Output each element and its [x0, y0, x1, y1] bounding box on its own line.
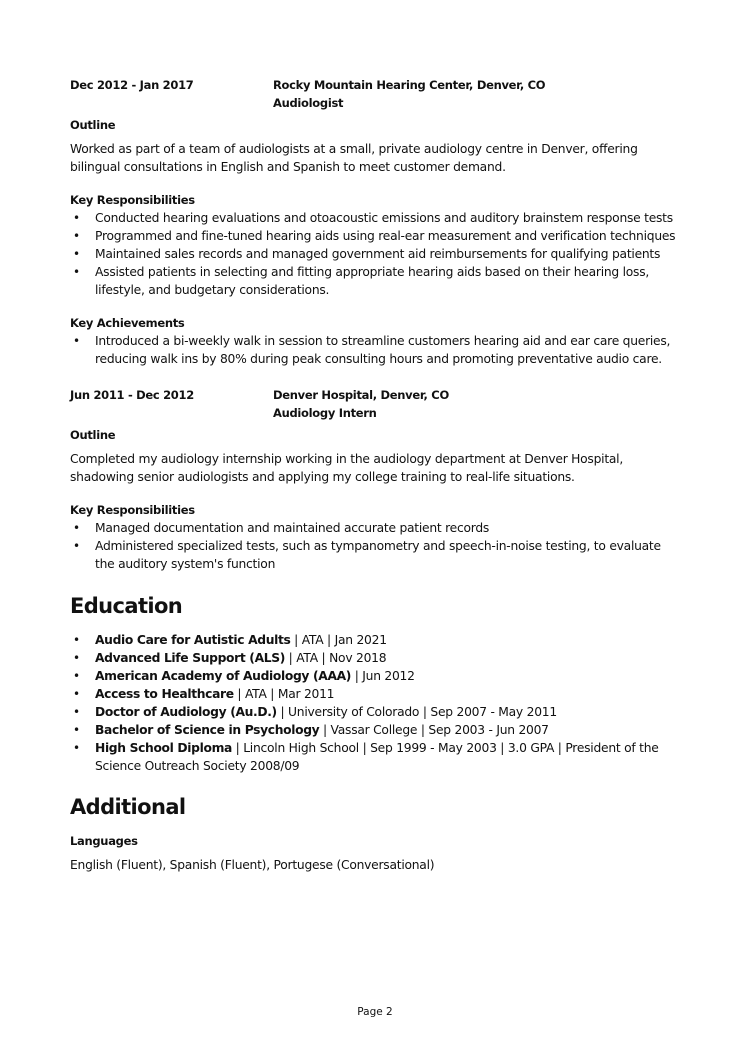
list-item: • American Academy of Audiology (AAA) | Jun 2012	[73, 669, 415, 683]
outline-heading: Outline	[70, 118, 116, 132]
job-entry	[70, 76, 680, 368]
education-section	[70, 593, 680, 775]
list-item: • Programmed and fine-tuned hearing aids using real-ear measurement and verification techniques	[73, 229, 676, 243]
page-number: Page 2	[357, 1006, 393, 1018]
languages-heading: Languages	[70, 834, 138, 848]
section-heading-additional: Additional	[70, 795, 186, 819]
list-item: • Bachelor of Science in Psychology | Vassar College | Sep 2003 - Jun 2007	[73, 723, 549, 737]
responsibilities-heading: Key Responsibilities	[70, 193, 195, 207]
list-item: • Audio Care for Autistic Adults | ATA | Jan 2021	[73, 633, 387, 647]
bullet-icon: •	[73, 211, 80, 225]
bullet-icon: •	[73, 741, 80, 755]
list-item: • Access to Healthcare | ATA | Mar 2011	[73, 687, 335, 701]
bullet-icon: •	[73, 334, 80, 348]
languages-text: English (Fluent), Spanish (Fluent), Portugese (Conversational)	[70, 858, 435, 872]
job-title: Audiology Intern	[273, 406, 377, 420]
bullet-icon: •	[73, 705, 80, 719]
list-item: • Advanced Life Support (ALS) | ATA | Nov 2018	[73, 651, 387, 665]
list-item: • Doctor of Audiology (Au.D.) | University of Colorado | Sep 2007 - May 2011	[73, 705, 557, 719]
list-item: • Maintained sales records and managed government aid reimbursements for qualifying patients	[73, 247, 661, 261]
list-item: • Administered specialized tests, such as tympanometry and speech-in-noise testing, to evaluate the auditory system's function	[73, 539, 661, 571]
list-item: • Assisted patients in selecting and fitting appropriate hearing aids based on their hearing loss, lifestyle, and budgetary considerations.	[73, 265, 650, 297]
section-heading-education: Education	[70, 594, 183, 618]
bullet-icon: •	[73, 229, 80, 243]
job-outline: Worked as part of a team of audiologists at a small, private audiology centre in Denver, offering bilingual consultations in English and Spanish to meet customer demand.	[70, 142, 638, 174]
achievements-heading: Key Achievements	[70, 316, 185, 330]
responsibilities-list	[70, 519, 680, 573]
bullet-icon: •	[73, 669, 80, 683]
list-item: • Conducted hearing evaluations and otoacoustic emissions and auditory brainstem response tests	[73, 211, 673, 225]
job-header	[70, 386, 680, 422]
job-dates: Dec 2012 - Jan 2017	[70, 78, 194, 92]
outline-heading: Outline	[70, 428, 116, 442]
achievements-list	[70, 332, 680, 368]
job-employer: Rocky Mountain Hearing Center, Denver, CO	[273, 78, 546, 92]
bullet-icon: •	[73, 687, 80, 701]
bullet-icon: •	[73, 539, 80, 553]
education-list	[70, 631, 680, 775]
responsibilities-heading: Key Responsibilities	[70, 503, 195, 517]
list-item: • Managed documentation and maintained accurate patient records	[73, 521, 490, 535]
list-item: • Introduced a bi-weekly walk in session to streamline customers hearing aid and ear care queries, reducing walk ins by 80% during peak consulting hours and promoting preventative audio care.	[73, 334, 671, 366]
bullet-icon: •	[73, 633, 80, 647]
job-employer: Denver Hospital, Denver, CO	[273, 388, 449, 402]
job-entry	[70, 386, 680, 573]
job-dates: Jun 2011 - Dec 2012	[70, 388, 194, 402]
job-header	[70, 76, 680, 112]
job-title: Audiologist	[273, 96, 344, 110]
bullet-icon: •	[73, 247, 80, 261]
list-item: • High School Diploma | Lincoln High School | Sep 1999 - May 2003 | 3.0 GPA | President of the Science Outreach Society 2008/09	[73, 741, 659, 773]
job-outline: Completed my audiology internship working in the audiology department at Denver Hospital, shadowing senior audiologists and applying my college training to real-life situations.	[70, 452, 623, 484]
responsibilities-list	[70, 209, 680, 299]
bullet-icon: •	[73, 723, 80, 737]
bullet-icon: •	[73, 265, 80, 279]
bullet-icon: •	[73, 651, 80, 665]
bullet-icon: •	[73, 521, 80, 535]
additional-section	[70, 794, 680, 874]
